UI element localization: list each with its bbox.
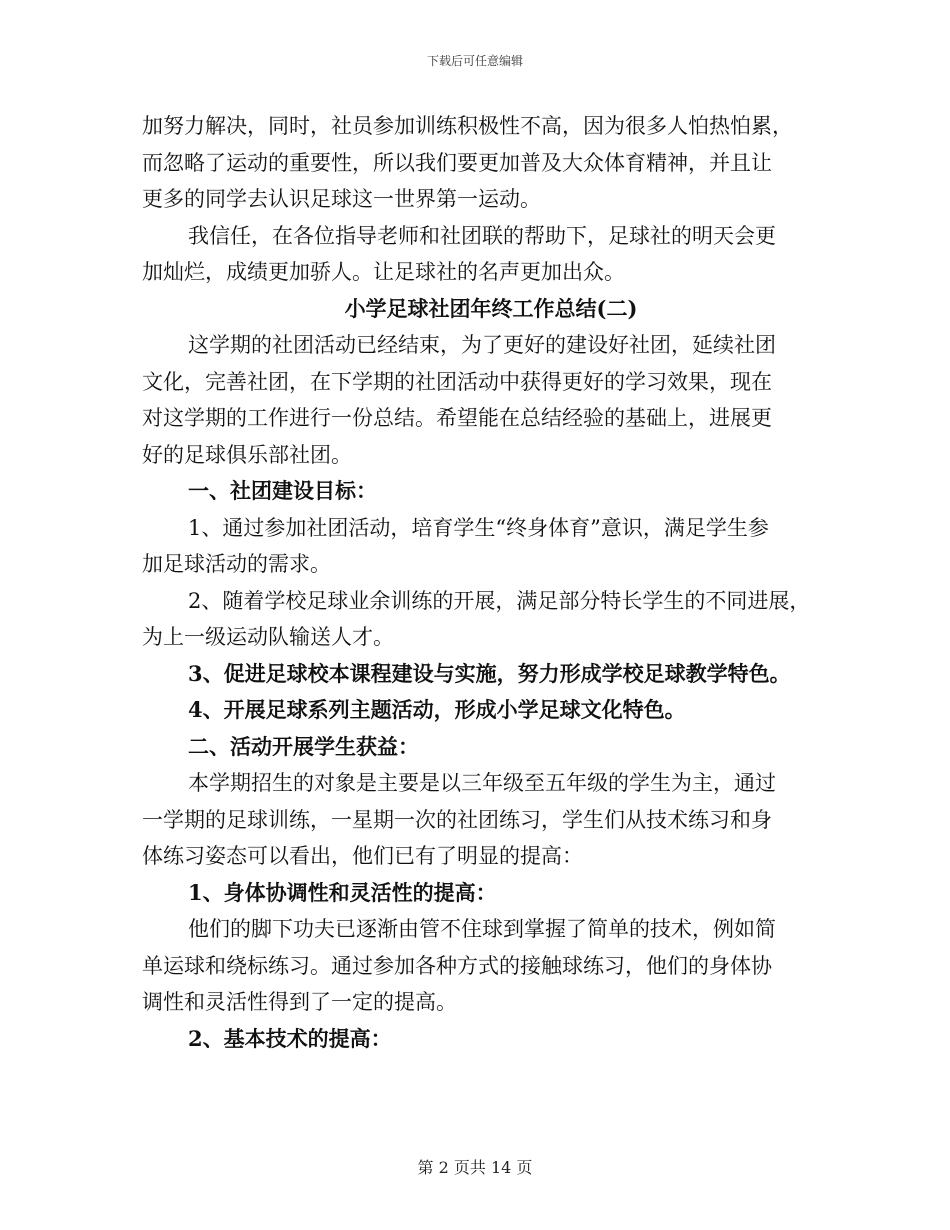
text-line-23: 他们的脚下功夫已逐渐由管不住球到掌握了简单的技术，例如简 (188, 917, 776, 941)
text-line-7: 这学期的社团活动已经结束，为了更好的建设好社团，延续社团 (188, 333, 776, 357)
page-footer: 第 2 页共 14 页 (417, 1158, 533, 1177)
text-line-10: 好的足球俱乐部社团。 (142, 442, 352, 467)
text-line-3: 更多的同学去认识足球这一世界第一运动。 (142, 187, 541, 211)
text-line-9: 对这学期的工作进行一份总结。希望能在总结经验的基础上，进展更 (142, 406, 772, 430)
heading-benefits: 二、活动开展学生获益： (188, 733, 419, 759)
text-line-13: 加足球活动的需求。 (142, 552, 331, 576)
text-line-20: 一学期的足球训练，一星期一次的社团练习，学生们从技术练习和身 (142, 807, 772, 832)
text-line-25: 调性和灵活性得到了一定的提高。 (142, 990, 457, 1014)
text-line-12: 1、通过参加社团活动，培育学生“终身体育”意识，满足学生参 (188, 515, 769, 540)
section-title: 小学足球社团年终工作总结(二) (344, 295, 638, 321)
text-line-21: 体练习姿态可以看出，他们已有了明显的提高： (142, 844, 583, 868)
text-line-19: 本学期招生的对象是主要是以三年级至五年级的学生为主，通过 (188, 771, 776, 795)
bold-item-3: 3、促进足球校本课程建设与实施，努力形成学校足球教学特色。 (188, 660, 791, 686)
heading-goals: 一、社团建设目标： (188, 478, 377, 503)
text-line-8: 文化，完善社团，在下学期的社团活动中获得更好的学习效果，现在 (142, 369, 772, 394)
subheading-coordination: 1、身体协调性和灵活性的提高： (188, 879, 497, 905)
text-line-4: 我信任，在各位指导老师和社团联的帮助下，足球社的明天会更 (188, 223, 776, 248)
text-line-24: 单运球和绕标练习。通过参加各种方式的接触球练习，他们的身体协 (142, 953, 772, 978)
subheading-technique: 2、基本技术的提高： (188, 1025, 392, 1051)
text-line-15: 为上一级运动队输送人才。 (142, 625, 394, 649)
text-line-2: 而忽略了运动的重要性，所以我们要更加普及大众体育精神，并且让 (142, 150, 772, 175)
header-note: 下载后可任意编辑 (426, 54, 523, 68)
document-body (142, 108, 810, 1057)
text-line-1: 加努力解决，同时，社员参加训练积极性不高，因为很多人怕热怕累， (142, 114, 793, 138)
text-line-5: 加灿烂，成绩更加骄人。让足球社的名声更加出众。 (142, 260, 625, 284)
text-line-14: 2、随着学校足球业余训练的开展，满足部分特长学生的不同进展， (188, 588, 811, 613)
bold-item-4: 4、开展足球系列主题活动，形成小学足球文化特色。 (188, 697, 686, 722)
